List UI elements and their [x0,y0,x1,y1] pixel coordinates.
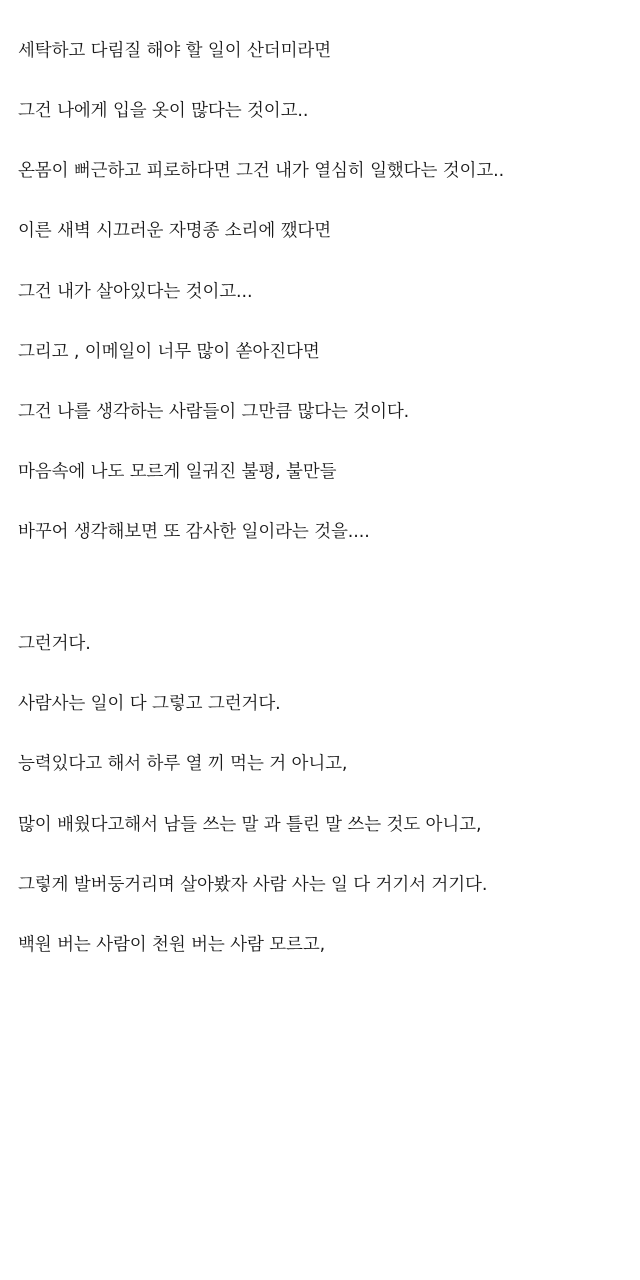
paragraph-3: 온몸이 뻐근하고 피로하다면 그건 내가 열심히 일했다는 것이고.. [18,161,505,182]
paragraph-10: 그런거다. [18,634,91,655]
paragraph-4: 이른 새벽 시끄러운 자명종 소리에 깼다면 [18,221,331,242]
paragraph-7: 그건 나를 생각하는 사람들이 그만큼 많다는 것이다. [18,401,410,422]
paragraph-9: 바꾸어 생각해보면 또 감사한 일이라는 것을.... [18,522,370,542]
paragraph-11: 사람사는 일이 다 그렇고 그런거다. [18,694,281,715]
paragraph-5: 그건 내가 살아있다는 것이고... [18,281,253,302]
paragraph-1: 세탁하고 다림질 해야 할 일이 산더미라면 [18,41,331,61]
paragraph-8: 마음속에 나도 모르게 일궈진 불평, 불만들 [18,461,337,482]
paragraph-6: 그리고 , 이메일이 너무 많이 쏟아진다면 [18,341,320,362]
paragraph-12: 능력있다고 해서 하루 열 끼 먹는 거 아니고, [18,754,348,775]
paragraph-15: 백원 버는 사람이 천원 버는 사람 모르고, [18,934,326,955]
paragraph-13: 많이 배웠다고해서 남들 쓰는 말 과 틀린 말 쓰는 것도 아니고, [18,814,482,835]
section-separator [18,579,622,631]
paragraph-2: 그건 나에게 입을 옷이 많다는 것이고.. [18,101,309,122]
paragraph-14: 그렇게 발버둥거리며 살아봤자 사람 사는 일 다 거기서 거기다. [18,874,488,895]
